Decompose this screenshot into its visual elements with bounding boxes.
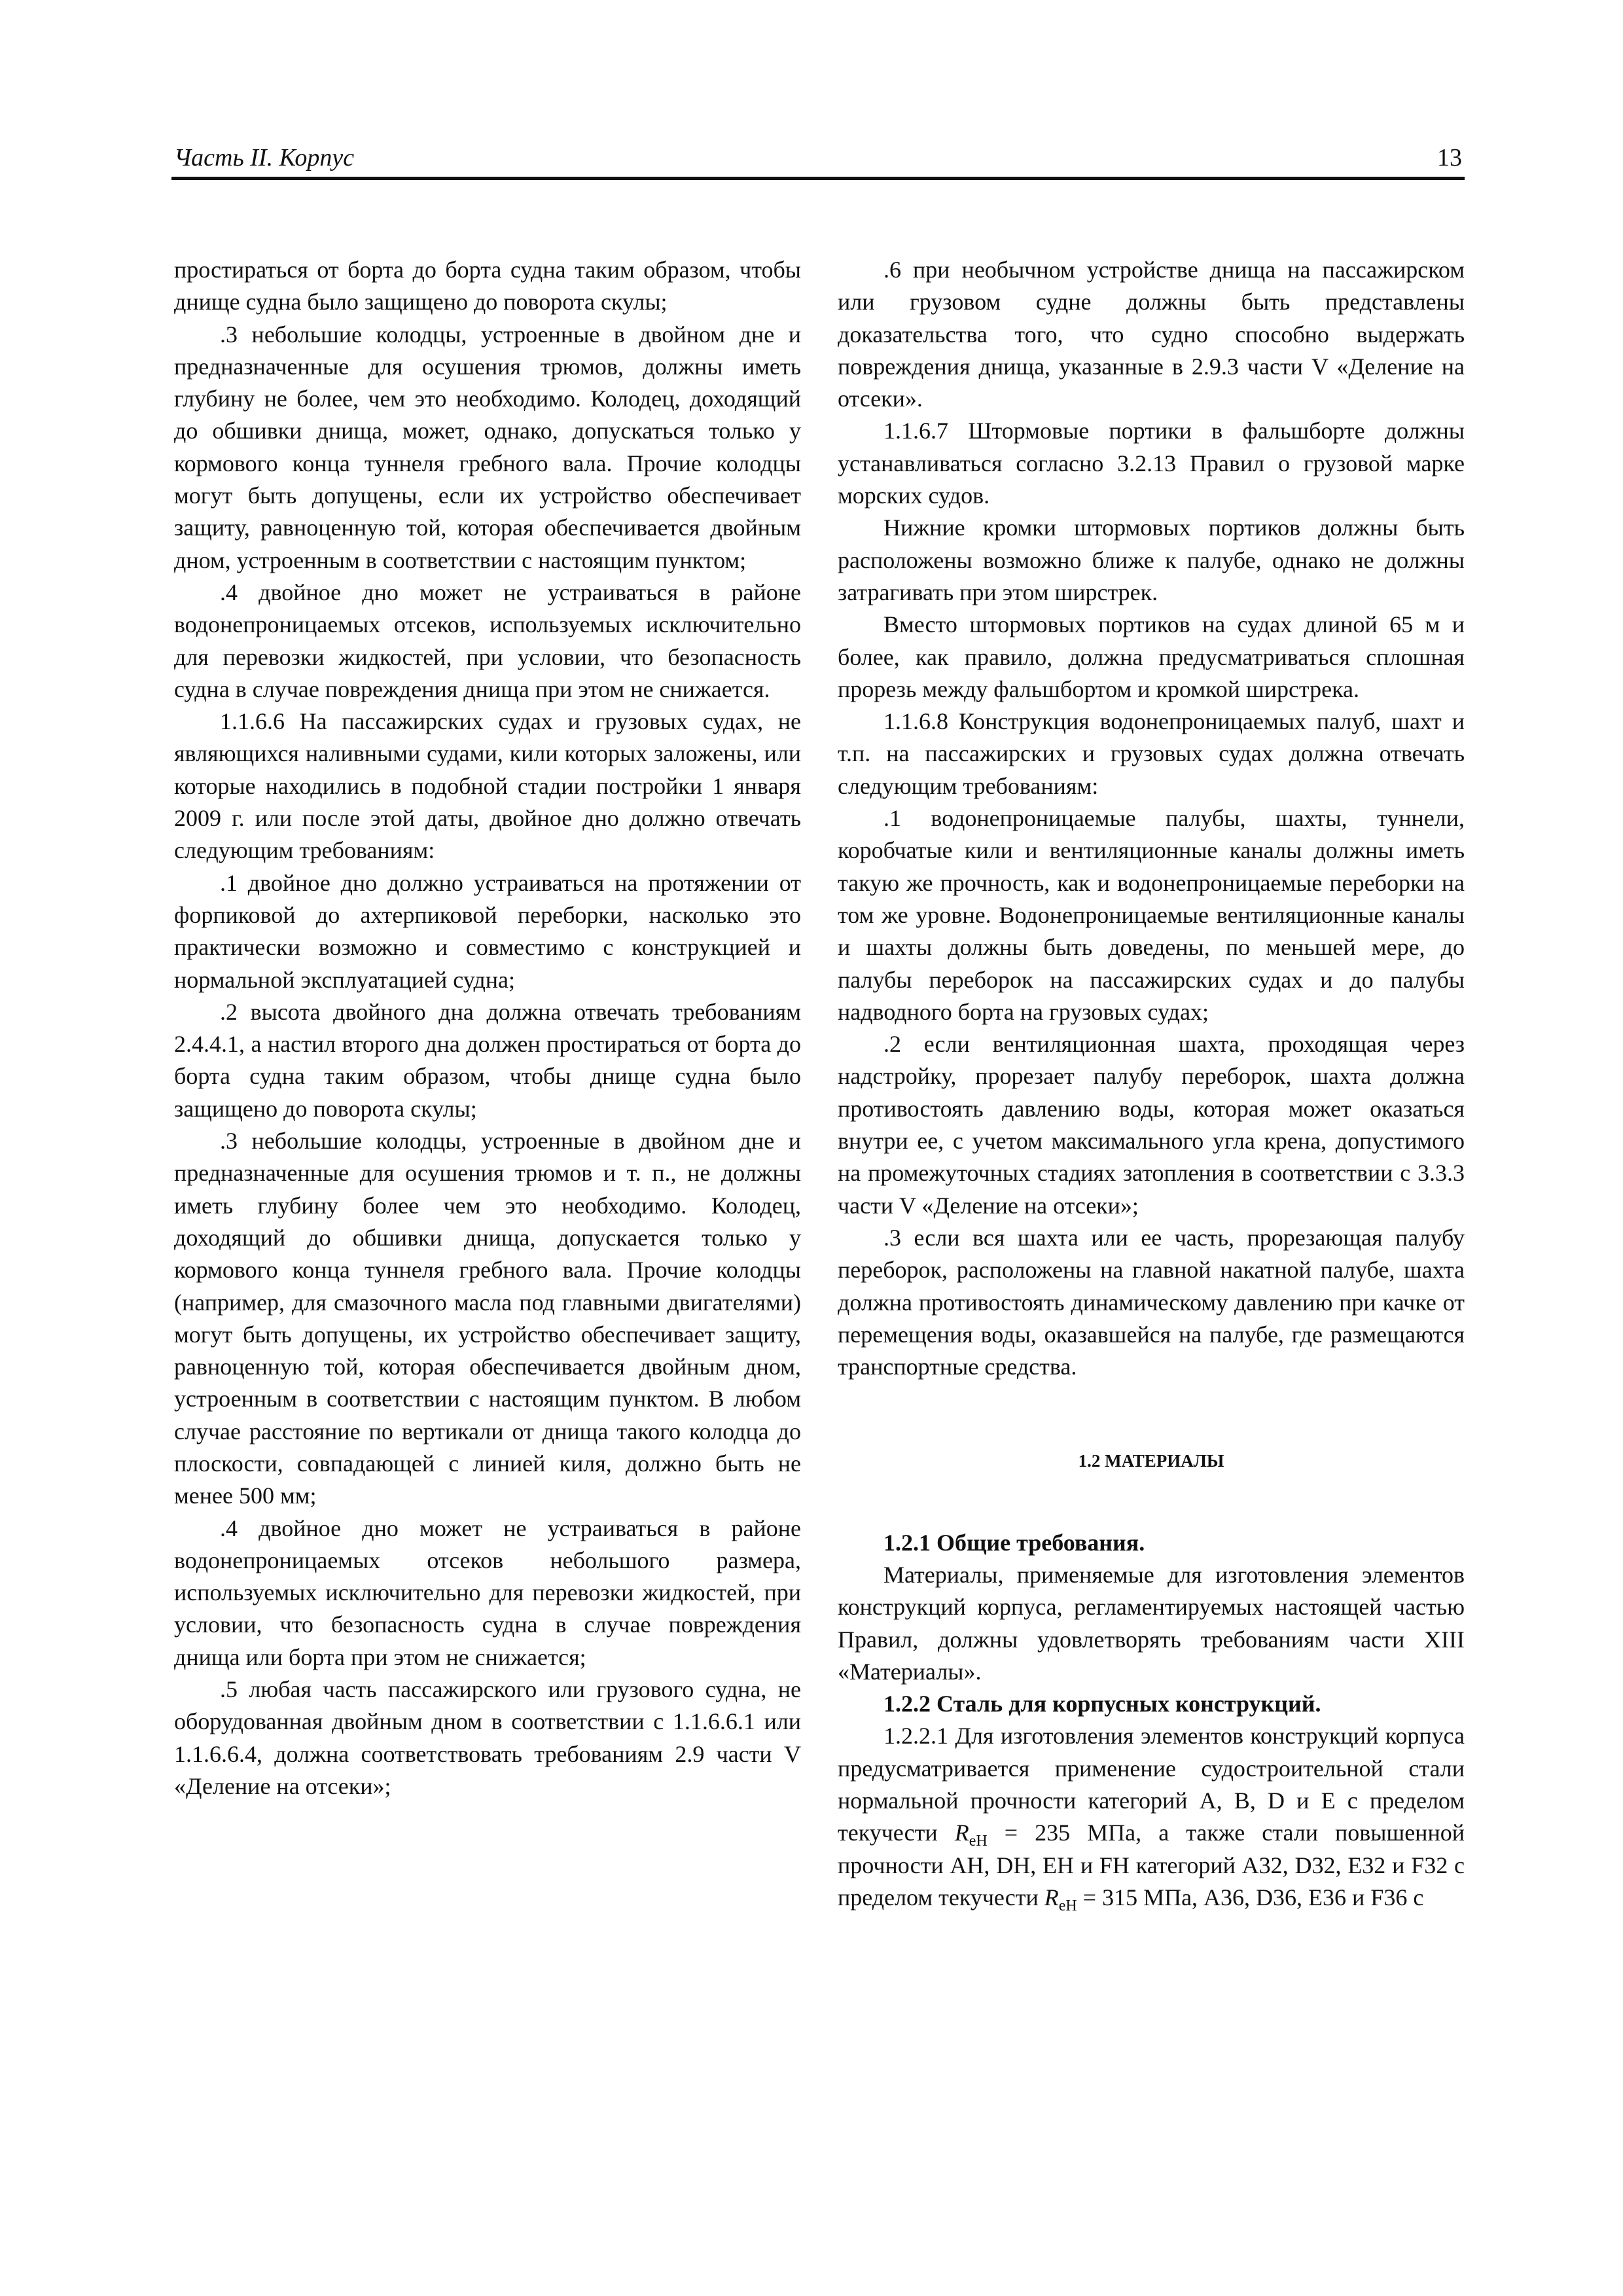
spacer — [838, 1383, 1465, 1445]
paragraph: .4 двойное дно может не устраиваться в районе водонепроницаемых отсеков небольшого размера, используемых исключительно для перевозки жидкостей, при условии, что безопасность судна в случае повреждения днища или борта при этом не снижается; — [174, 1515, 801, 1670]
paragraph: .2 высота двойного дна должна отвечать требованиям 2.4.4.1, а настил второго дна должен простираться от борта до борта судна таким образом, чтобы днище судна было защищено до поворота скулы; — [174, 998, 801, 1122]
paragraph: .2 если вентиляционная шахта, проходящая через надстройку, прорезает палубу переборок, шахта должна противостоять давлению воды, которая может оказаться внутри ее, с учетом максимального угла крена, допустимого на промежуточных стадиях затопления в соответствии с 3.3.3 части V «Деление на отсеки»; — [838, 1031, 1465, 1219]
right-column — [838, 254, 1465, 1914]
text-run: = 235 МПа, а также стали повышенной прочности AH, DH, EH и FH категорий A32, D32, E32 и F32 с пределом текучести — [838, 1820, 1465, 1910]
subsection-title: Сталь для корпусных конструкций. — [936, 1691, 1321, 1717]
paragraph: .3 если вся шахта или ее часть, прорезающая палубу переборок, расположены на главной накатной палубе, шахта должна противостоять динамическому давлению при качке от перемещения воды, оказавшейся на палубе, где размещаются транспортные средства. — [838, 1224, 1465, 1380]
subscript-eh: eH — [1058, 1897, 1077, 1915]
paragraph — [838, 1720, 1465, 1914]
paragraph: 1.1.6.8 Конструкция водонепроницаемых палуб, шахт и т.п. на пассажирских и грузовых судах должна отвечать следующим требованиям: — [838, 708, 1465, 799]
symbol-r: R — [954, 1820, 969, 1846]
paragraph: 1.1.6.6 На пассажирских судах и грузовых судах, не являющихся наливными судами, кили которых заложены, или которые находились в подобной стадии постройки 1 января 2009 г. или после этой даты, двойное дно должно отвечать следующим требованиям: — [174, 708, 801, 864]
paragraph: .3 небольшие колодцы, устроенные в двойном дне и предназначенные для осушения трюмов и т. п., не должны иметь глубину более чем это необходимо. Колодец, доходящий до обшивки днища, допускается только у кормового конца туннеля гребного вала. Прочие колодцы (например, для смазочного масла под главными двигателями) могут быть допущены, их устройство обеспечивает защиту, равноценную той, которая обеспечивается двойным дном, устроенным в соответствии с настоящим пунктом. В любом случае расстояние по вертикали от днища такого колодца до плоскости, совпадающей с линией киля, должно быть не менее 500 мм; — [174, 1128, 801, 1509]
subsection-title: Общие требования. — [936, 1529, 1145, 1556]
paragraph: простираться от борта до борта судна таким образом, чтобы днище судна было защищено до поворота скулы; — [174, 257, 801, 315]
left-column — [174, 254, 801, 1803]
page-header — [171, 141, 1465, 180]
paragraph: .3 небольшие колодцы, устроенные в двойном дне и предназначенные для осушения трюмов, должны иметь глубину не более, чем это необходимо. Колодец, доходящий до обшивки днища, может, однако, допускаться только у кормового конца туннеля гребного вала. Прочие колодцы могут быть допущены, если их устройство обеспечивает защиту, равноценную той, которая обеспечивается двойным дном, устроенным в соответствии с настоящим пунктом; — [174, 321, 801, 573]
subsection-number: 1.2.1 — [883, 1529, 931, 1556]
subsection-heading — [838, 1527, 1465, 1559]
subsection-number: 1.2.2 — [883, 1691, 931, 1717]
subscript-eh: eH — [969, 1833, 988, 1850]
symbol-r: R — [1044, 1884, 1059, 1910]
paragraph: .4 двойное дно может не устраиваться в районе водонепроницаемых отсеков, используемых исключительно для перевозки жидкостей, при условии, что безопасность судна в случае повреждения днища при этом не снижается. — [174, 579, 801, 702]
paragraph: .5 любая часть пассажирского или грузового судна, не оборудованная двойным дном в соответствии с 1.1.6.6.1 или 1.1.6.6.4, должна соответствовать требованиям 2.9 части V «Деление на отсеки»; — [174, 1676, 801, 1799]
paragraph: .1 двойное дно должно устраиваться на протяжении от форпиковой до ахтерпиковой переборки, насколько это практически возможно и совместимо с конструкцией и нормальной эксплуатацией судна; — [174, 869, 801, 993]
section-heading: 1.2 МАТЕРИАЛЫ — [1078, 1451, 1224, 1471]
page-number: 13 — [1437, 144, 1462, 171]
paragraph: Материалы, применяемые для изготовления элементов конструкций корпуса, регламентируемых настоящей частью Правил, должны удовлетворять требованиям части XIII «Материалы». — [838, 1561, 1465, 1685]
paragraph: Вместо штормовых портиков на судах длиной 65 м и более, как правило, должна предусматриваться сплошная прорезь между фальшбортом и кромкой ширстрека. — [838, 611, 1465, 702]
text-run: 1.2.2.1 Для изготовления элементов конструкций корпуса предусматривается применение судостроительной стали нормальной прочности категорий A, B, D и E с пределом текучести — [838, 1723, 1465, 1846]
paragraph: .1 водонепроницаемые палубы, шахты, туннели, коробчатые кили и вентиляционные каналы должны иметь такую же прочность, как и водонепроницаемые переборки на том же уровне. Водонепроницаемые вентиляционные каналы и шахты должны быть доведены, по меньшей мере, до палубы переборок на пассажирских судах и до палубы надводного борта на грузовых судах; — [838, 805, 1465, 1025]
subsection-heading — [838, 1688, 1465, 1720]
paragraph: Нижние кромки штормовых портиков должны быть расположены возможно ближе к палубе, однако не должны затрагивать при этом ширстрек. — [838, 514, 1465, 605]
running-title: Часть II. Корпус — [174, 144, 355, 171]
header-rule — [171, 177, 1465, 180]
paragraph: 1.1.6.7 Штормовые портики в фальшборте должны устанавливаться согласно 3.2.13 Правил о грузовой марке морских судов. — [838, 418, 1465, 509]
spacer — [838, 1478, 1465, 1527]
text-run: = 315 МПа, A36, D36, E36 и F36 с — [1077, 1884, 1424, 1910]
paragraph: .6 при необычном устройстве днища на пассажирском или грузовом судне должны быть представлены доказательства того, что судно способно выдержать повреждения днища, указанные в 2.9.3 части V «Деление на отсеки». — [838, 257, 1465, 412]
